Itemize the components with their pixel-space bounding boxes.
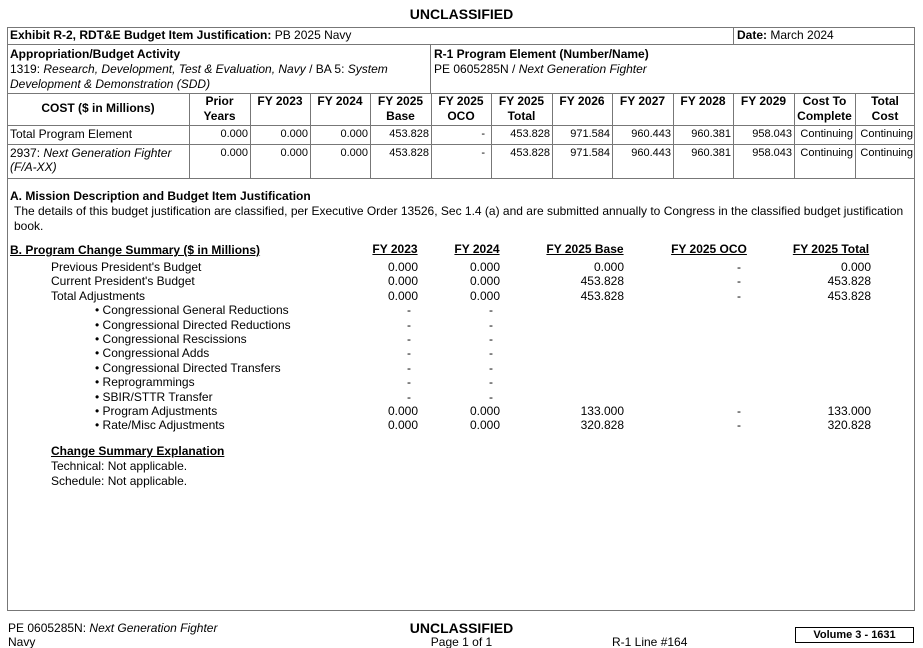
cost-col-header: FY 2024 (317, 94, 363, 108)
exhibit-title (10, 28, 351, 43)
program-element-block (434, 47, 904, 77)
exhibit-title-text: , RDT&E Budget Item Justification: (72, 28, 272, 42)
change-cell: 0.000 (840, 260, 871, 274)
cost-cell: 0.000 (220, 128, 248, 140)
cost-cell: 958.043 (752, 147, 792, 159)
exhibit-prefix: Exhibit R-2 (10, 28, 73, 42)
footer-pe: PE 0605285N: Next Generation Fighter (8, 621, 218, 635)
footer-volume: Volume 3 - 1631 (795, 627, 914, 643)
change-cell: - (737, 418, 741, 433)
cost-col-header: Cost To Complete (797, 94, 852, 123)
change-cell: 0.000 (469, 288, 500, 303)
mission-text-line1: The details of this budget justification are classified, per Executive Order 13526, Sec 1.4 (a) and are submitted annually to Congress in the classified budget justification (14, 204, 904, 218)
mission-heading: A. Mission Description and Budget Item Justification (10, 189, 311, 203)
cost-cell: 453.828 (389, 128, 429, 140)
cost-col-header: FY 2029 (740, 94, 787, 108)
change-cell: - (489, 346, 493, 361)
change-col-header: FY 2025 Total (792, 242, 870, 256)
change-cell: - (407, 332, 411, 346)
cost-cell: - (481, 147, 485, 159)
change-row-label: • SBIR/STTR Transfer (95, 390, 213, 404)
change-cell: 0.000 (387, 404, 418, 418)
cost-cell: 453.828 (389, 147, 429, 159)
appropriation-label: Appropriation/Budget Activity (10, 47, 181, 61)
cost-col-header: COST ($ in Millions) (41, 101, 155, 115)
change-col-header: FY 2025 Base (546, 242, 624, 256)
change-col-header: FY 2025 OCO (671, 242, 747, 256)
change-row-label: • Rate/Misc Adjustments (95, 418, 225, 432)
footer-page: Page 1 of 1 (430, 635, 493, 648)
cost-row-label: 2937: Next Generation Fighter (F/A-XX) (10, 146, 172, 174)
change-row-label: • Congressional Directed Transfers (95, 361, 281, 375)
change-cell: - (407, 360, 411, 375)
mission-text-line2: book. (14, 219, 44, 233)
change-cell: - (489, 389, 493, 404)
classification-bottom: UNCLASSIFIED (409, 620, 514, 636)
cost-cell: 0.000 (280, 128, 308, 140)
classification-top: UNCLASSIFIED (409, 6, 514, 22)
exhibit-value: PB 2025 Navy (274, 28, 352, 42)
cost-row-label: Total Program Element (10, 127, 133, 141)
cost-col-header: FY 2026 (559, 94, 605, 108)
cost-cell: 958.043 (752, 128, 792, 140)
change-cell: 320.828 (827, 418, 871, 433)
change-row-label: • Congressional Adds (95, 346, 209, 360)
change-cell: 453.828 (580, 288, 624, 303)
program-element-value: PE 0605285N / Next Generation Fighter (434, 62, 647, 76)
cost-cell: 971.584 (570, 147, 610, 159)
change-cell: 453.828 (827, 274, 871, 289)
change-cell: - (489, 375, 493, 390)
schedule-note: Schedule: Not applicable. (51, 474, 188, 488)
cost-col-header: FY 2028 (680, 94, 726, 108)
change-row-label: • Reprogrammings (95, 375, 195, 389)
cost-col-header: FY 2025 OCO (438, 94, 484, 123)
cost-cell: 0.000 (220, 147, 248, 159)
technical-note: Technical: Not applicable. (51, 459, 188, 473)
change-cell: - (737, 274, 741, 289)
cost-col-header: FY 2025 Total (498, 94, 545, 123)
cost-cell: Continuing (800, 128, 853, 140)
change-col-header: FY 2023 (372, 242, 418, 256)
cost-col-header: FY 2025 Base (377, 94, 424, 123)
change-cell: 133.000 (827, 404, 871, 418)
change-cell: - (407, 303, 411, 318)
cost-cell: Continuing (860, 147, 913, 159)
change-cell: 0.000 (387, 288, 418, 303)
cost-col-header: Total Cost (871, 94, 899, 123)
change-cell: 0.000 (387, 260, 418, 274)
change-cell: - (737, 288, 741, 303)
change-cell: 0.000 (469, 260, 500, 274)
cost-cell: 0.000 (340, 128, 368, 140)
cost-cell: 0.000 (280, 147, 308, 159)
appropriation-block (10, 47, 430, 92)
change-cell: 133.000 (580, 404, 624, 418)
change-cell: - (489, 332, 493, 346)
change-explanation-heading: Change Summary Explanation (51, 444, 225, 458)
change-cell: 0.000 (469, 404, 500, 418)
cost-cell: Continuing (800, 147, 853, 159)
program-change-heading: B. Program Change Summary ($ in Millions) (10, 243, 261, 257)
change-cell: - (407, 317, 411, 332)
appropriation-line1: 1319: Research, Development, Test & Evaluation, Navy / BA 5: System (10, 62, 388, 76)
change-cell: 0.000 (469, 274, 500, 289)
cost-cell: 960.381 (691, 128, 731, 140)
cost-col-header: FY 2027 (619, 94, 666, 108)
change-cell: 0.000 (593, 260, 624, 274)
change-cell: 0.000 (387, 274, 418, 289)
change-row-label: • Program Adjustments (95, 404, 217, 418)
footer-service: Navy (8, 635, 36, 648)
cost-col-header: Prior Years (203, 94, 236, 123)
date (737, 28, 834, 43)
footer-r1-line: R-1 Line #164 (612, 635, 688, 648)
date-label: Date: (737, 28, 768, 42)
change-row-label: Previous President's Budget (51, 260, 202, 274)
cost-cell: 453.828 (510, 147, 550, 159)
change-cell: - (489, 360, 493, 375)
change-cell: 453.828 (580, 274, 624, 289)
change-row-label: • Congressional Rescissions (95, 332, 247, 346)
change-cell: 453.828 (827, 288, 871, 303)
change-cell: 320.828 (580, 418, 624, 433)
change-cell: - (407, 346, 411, 361)
change-cell: - (489, 317, 493, 332)
change-cell: - (737, 260, 741, 274)
change-cell: 0.000 (469, 418, 500, 433)
cost-cell: 0.000 (340, 147, 368, 159)
cost-cell: 960.443 (631, 128, 671, 140)
cost-col-header: FY 2023 (257, 94, 303, 108)
cost-cell: 971.584 (570, 128, 610, 140)
appropriation-line2: Development & Demonstration (SDD) (10, 77, 211, 91)
program-element-label: R-1 Program Element (Number/Name) (434, 47, 649, 61)
change-cell: - (407, 389, 411, 404)
date-value: March 2024 (770, 28, 834, 42)
change-row-label: Current President's Budget (51, 274, 195, 289)
cost-cell: 453.828 (510, 128, 550, 140)
change-row-label: • Congressional General Reductions (95, 303, 289, 317)
cost-cell: 960.381 (691, 147, 731, 159)
cost-cell: 960.443 (631, 147, 671, 159)
cost-cell: - (481, 128, 485, 140)
change-col-header: FY 2024 (454, 242, 500, 256)
change-row-label: • Congressional Directed Reductions (95, 318, 291, 332)
change-cell: - (737, 404, 741, 418)
change-cell: - (489, 303, 493, 318)
change-row-label: Total Adjustments (51, 288, 146, 303)
cost-cell: Continuing (860, 128, 913, 140)
change-cell: - (407, 375, 411, 390)
change-cell: 0.000 (387, 418, 418, 433)
